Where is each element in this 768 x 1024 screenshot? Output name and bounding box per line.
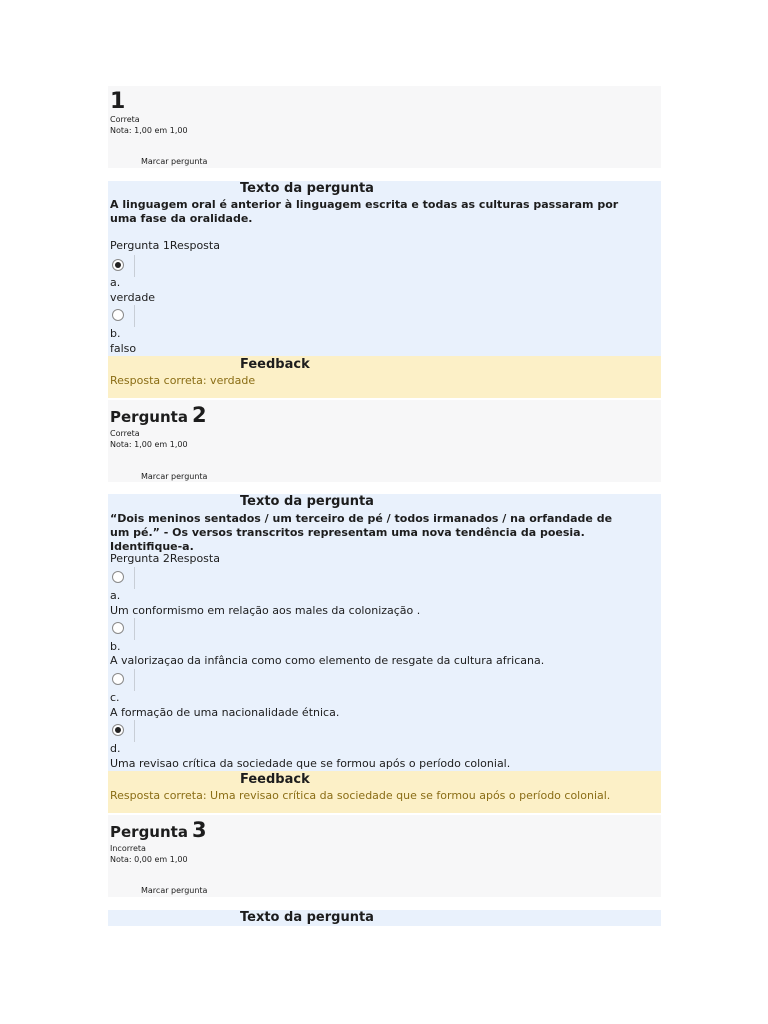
- question-2-feedback: [108, 771, 661, 813]
- question-text-heading: Texto da pergunta: [240, 181, 374, 196]
- option-letter: b.: [110, 327, 121, 340]
- question-grade: Nota: 1,00 em 1,00: [110, 440, 188, 449]
- question-grade: Nota: 0,00 em 1,00: [110, 855, 188, 864]
- question-title: [110, 820, 207, 842]
- answer-label: Pergunta 2Resposta: [110, 552, 220, 565]
- option-text: falso: [110, 342, 137, 355]
- option-c-radio[interactable]: [110, 669, 135, 691]
- question-grade: Nota: 1,00 em 1,00: [110, 126, 188, 135]
- question-2-content: [108, 494, 661, 771]
- question-number: 3: [191, 818, 207, 842]
- feedback-text: Resposta correta: verdade: [110, 374, 256, 387]
- option-a-radio[interactable]: [110, 255, 135, 277]
- question-3-info: [108, 815, 661, 897]
- question-title-label: Pergunta: [110, 408, 188, 426]
- question-state: Incorreta: [110, 844, 146, 853]
- question-title-label: Pergunta: [110, 823, 188, 841]
- question-state: Correta: [110, 429, 140, 438]
- feedback-text: Resposta correta: Uma revisao crítica da sociedade que se formou após o período colonial.: [110, 789, 611, 802]
- question-text: A linguagem oral é anterior à linguagem escrita e todas as culturas passaram por uma fase da oralidade.: [110, 198, 619, 225]
- question-state: Correta: [110, 115, 140, 124]
- option-letter: b.: [110, 640, 121, 653]
- option-text: verdade: [110, 291, 156, 304]
- question-1-content: [108, 181, 661, 356]
- feedback-heading: Feedback: [240, 772, 310, 787]
- question-1-feedback: [108, 356, 661, 398]
- option-b-radio[interactable]: [110, 305, 135, 327]
- option-text: Uma revisao crítica da sociedade que se formou após o período colonial.: [110, 757, 511, 770]
- flag-question-link[interactable]: Marcar pergunta: [141, 157, 208, 166]
- option-letter: a.: [110, 276, 121, 289]
- flag-question-link[interactable]: Marcar pergunta: [141, 472, 208, 481]
- option-text: A formação de uma nacionalidade étnica.: [110, 706, 340, 719]
- question-text-heading: Texto da pergunta: [240, 910, 374, 925]
- option-letter: d.: [110, 742, 121, 755]
- option-d-radio[interactable]: [110, 720, 135, 742]
- option-letter: c.: [110, 691, 120, 704]
- question-1-info: [108, 86, 661, 168]
- option-a-radio[interactable]: [110, 567, 135, 589]
- option-b-radio[interactable]: [110, 618, 135, 640]
- answer-label: Pergunta 1Resposta: [110, 239, 220, 252]
- question-text-heading: Texto da pergunta: [240, 494, 374, 509]
- question-2-info: [108, 400, 661, 482]
- option-letter: a.: [110, 589, 121, 602]
- question-3-content: [108, 910, 661, 926]
- question-text: “Dois meninos sentados / um terceiro de pé / todos irmanados / na orfandade de um pé.” - Os versos transcritos representam uma nova tendência da poesia. Identifique-a.: [110, 512, 613, 553]
- question-number: 1: [110, 89, 126, 114]
- feedback-heading: Feedback: [240, 357, 310, 372]
- flag-question-link[interactable]: Marcar pergunta: [141, 886, 208, 895]
- option-text: Um conformismo em relação aos males da colonização .: [110, 604, 421, 617]
- question-number: 2: [191, 403, 207, 427]
- question-title: [110, 405, 207, 427]
- option-text: A valorizaçao da infância como como elemento de resgate da cultura africana.: [110, 654, 545, 667]
